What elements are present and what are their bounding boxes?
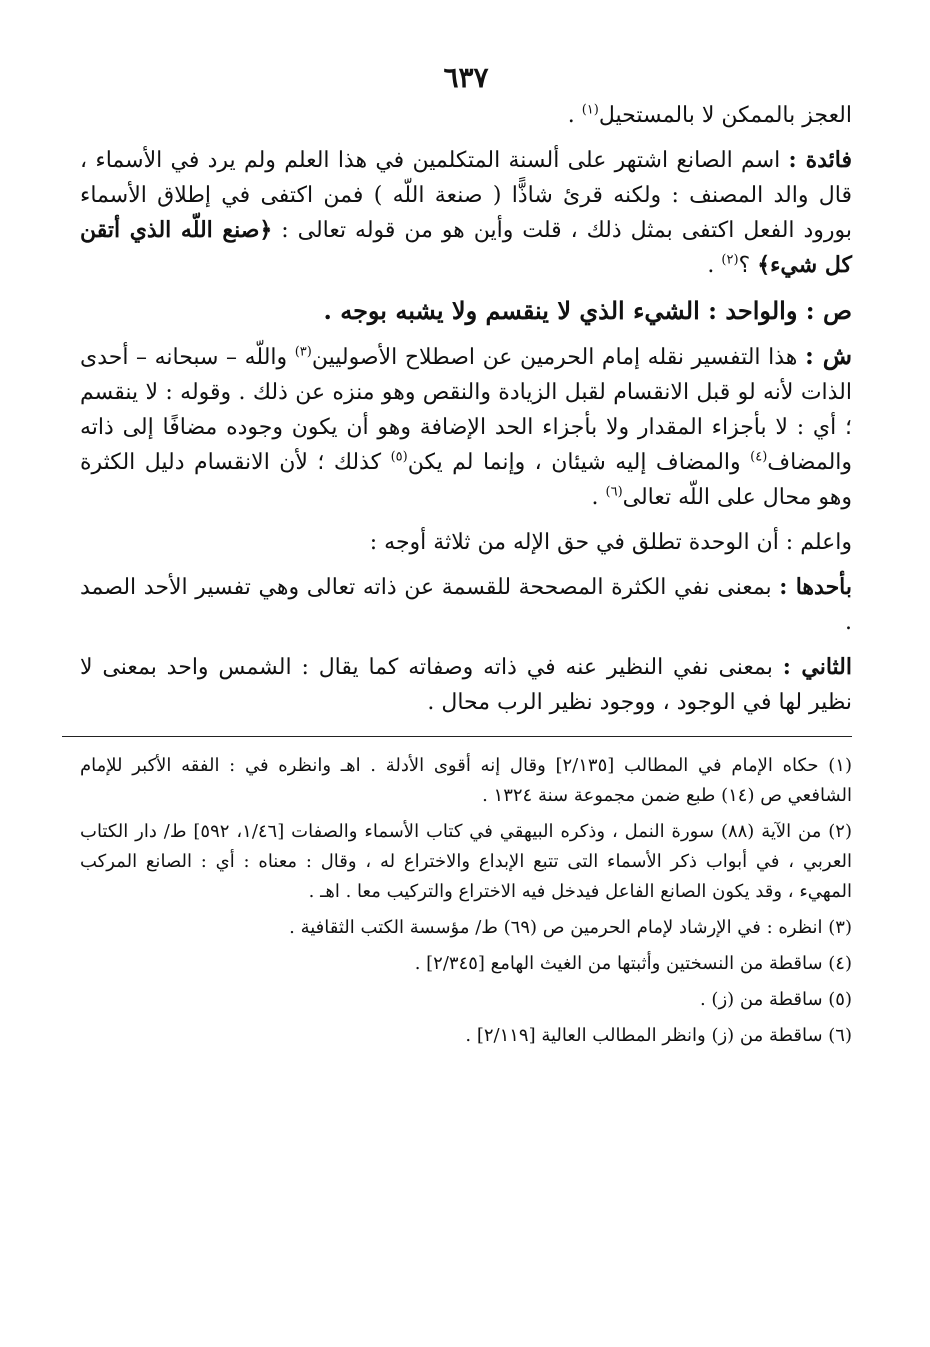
paragraph-label: ش :	[804, 341, 853, 370]
paragraph-text: بمعنى نفي الكثرة المصححة للقسمة عن ذاته تعالى وهي تفسير الأحد الصمد .	[80, 575, 852, 635]
paragraph-label: فائدة :	[788, 147, 852, 173]
footnote: (٤) ساقطة من النسختين وأثبتها من الغيث الهامع [٢/٣٤٥] .	[414, 953, 852, 974]
paragraph-text: اسم الصانع اشتهر على ألسنة المتكلمين في هذا العلم ولم يرد في الأسماء ، قال والد المصنف : ولكنه قرئ شاذًّا ( صنعة اللّه ) فمن اكتفى في إطلاق الأسماء بورود الفعل اكتفى بمثل ذلك ، قلت وأين هو من قوله تعالى :	[80, 148, 853, 243]
paragraph-sharh	[80, 338, 852, 515]
paragraph-matn	[80, 293, 852, 328]
paragraph-label: ص :	[805, 296, 852, 325]
footnote-ref: (٦)	[605, 484, 623, 500]
paragraph-first-meaning	[80, 570, 852, 640]
footnote: (٥) ساقطة من (ز) .	[699, 989, 852, 1010]
footnote: (٢) من الآية (٨٨) سورة النمل ، وذكره البيهقي في كتاب الأسماء والصفات [١/٤٦، ٥٩٢] ط/ دار الكتاب العربي ، في أبواب ذكر الأسماء التى تتبع الإبداع والاختراع له ، وقال : معناه : أي : الصانع المركب المهيء ، وقد يكون الصانع الفاعل فيدخل فيه الاختراع والتركيب معا . اهـ .	[80, 821, 852, 902]
page-number: ٦٣٧	[443, 61, 489, 94]
footnote-ref: (٥)	[390, 449, 408, 465]
footnote-ref: (٤)	[750, 449, 768, 465]
paragraph-text: واعلم : أن الوحدة تطلق في حق الإله من ثلاثة أوجه :	[369, 530, 852, 555]
paragraph-text: والواحد : الشيء الذي لا ينقسم ولا يشبه بوجه .	[323, 296, 806, 325]
footnote-ref: (٣)	[294, 344, 312, 360]
paragraph-label: الثاني :	[782, 654, 852, 680]
quran-verse: ﴿صنع اللّه الذي أتقن كل شيء﴾	[80, 217, 852, 278]
paragraph-second-meaning	[80, 650, 852, 720]
footnote: (٣) انظره : في الإرشاد لإمام الحرمين ص (٦٩) ط/ مؤسسة الكتب الثقافية .	[289, 917, 852, 938]
paragraph-continuation	[80, 98, 852, 133]
footnotes	[80, 751, 852, 1051]
footnote: (٦) ساقطة من (ز) وانظر المطالب العالية [٢/١١٩] .	[465, 1025, 852, 1046]
paragraph-text: العجز بالممكن لا بالمستحيل	[598, 103, 852, 128]
paragraph-label: بأحدها :	[779, 574, 852, 600]
paragraph-text: بمعنى نفي النظير عنه في ذاته وصفاته كما يقال : الشمس واحد بمعنى لا نظير لها في الوجود ، ووجود نظير الرب محال .	[80, 655, 852, 715]
paragraph-text: هذا التفسير نقله إمام الحرمين عن اصطلاح الأصوليين	[311, 345, 805, 370]
paragraph-text: والمضاف إليه شيئان ، وإنما لم يكن	[407, 450, 751, 475]
footnote-ref: (٢)	[721, 252, 739, 268]
paragraph-end: .	[707, 253, 722, 278]
paragraph-note	[80, 525, 852, 560]
footnote: (١) حكاه الإمام في المطالب [٢/١٣٥] وقال إنه أقوى الأدلة . اهـ وانظره في : الفقه الأكبر للإمام الشافعي ص (١٤) طبع ضمن مجموعة سنة ١٣٢٤ .	[80, 755, 852, 806]
footnote-ref: (١)	[581, 102, 599, 118]
paragraph-text: واللّه – سبحانه – أحدى الذات لأنه لو قبل الانقسام لقبل الزيادة والنقص وهو منزه عن ذلك . وقوله : لا ينقسم ؛ أي : لا بأجزاء المقدار ولا بأجزاء الحد الإضافة وهو أن يكون وجوده مضافًا إلى ذاته والمضاف	[80, 345, 853, 475]
footnote-divider	[62, 736, 852, 737]
paragraph-end: .	[567, 103, 582, 128]
paragraph-faida	[80, 143, 852, 283]
paragraph-end: .	[591, 485, 606, 510]
paragraph-text: كذلك ؛ لأن الانقسام دليل الكثرة وهو محال على اللّه تعالى	[80, 450, 852, 510]
paragraph-end: ؟	[738, 253, 758, 278]
